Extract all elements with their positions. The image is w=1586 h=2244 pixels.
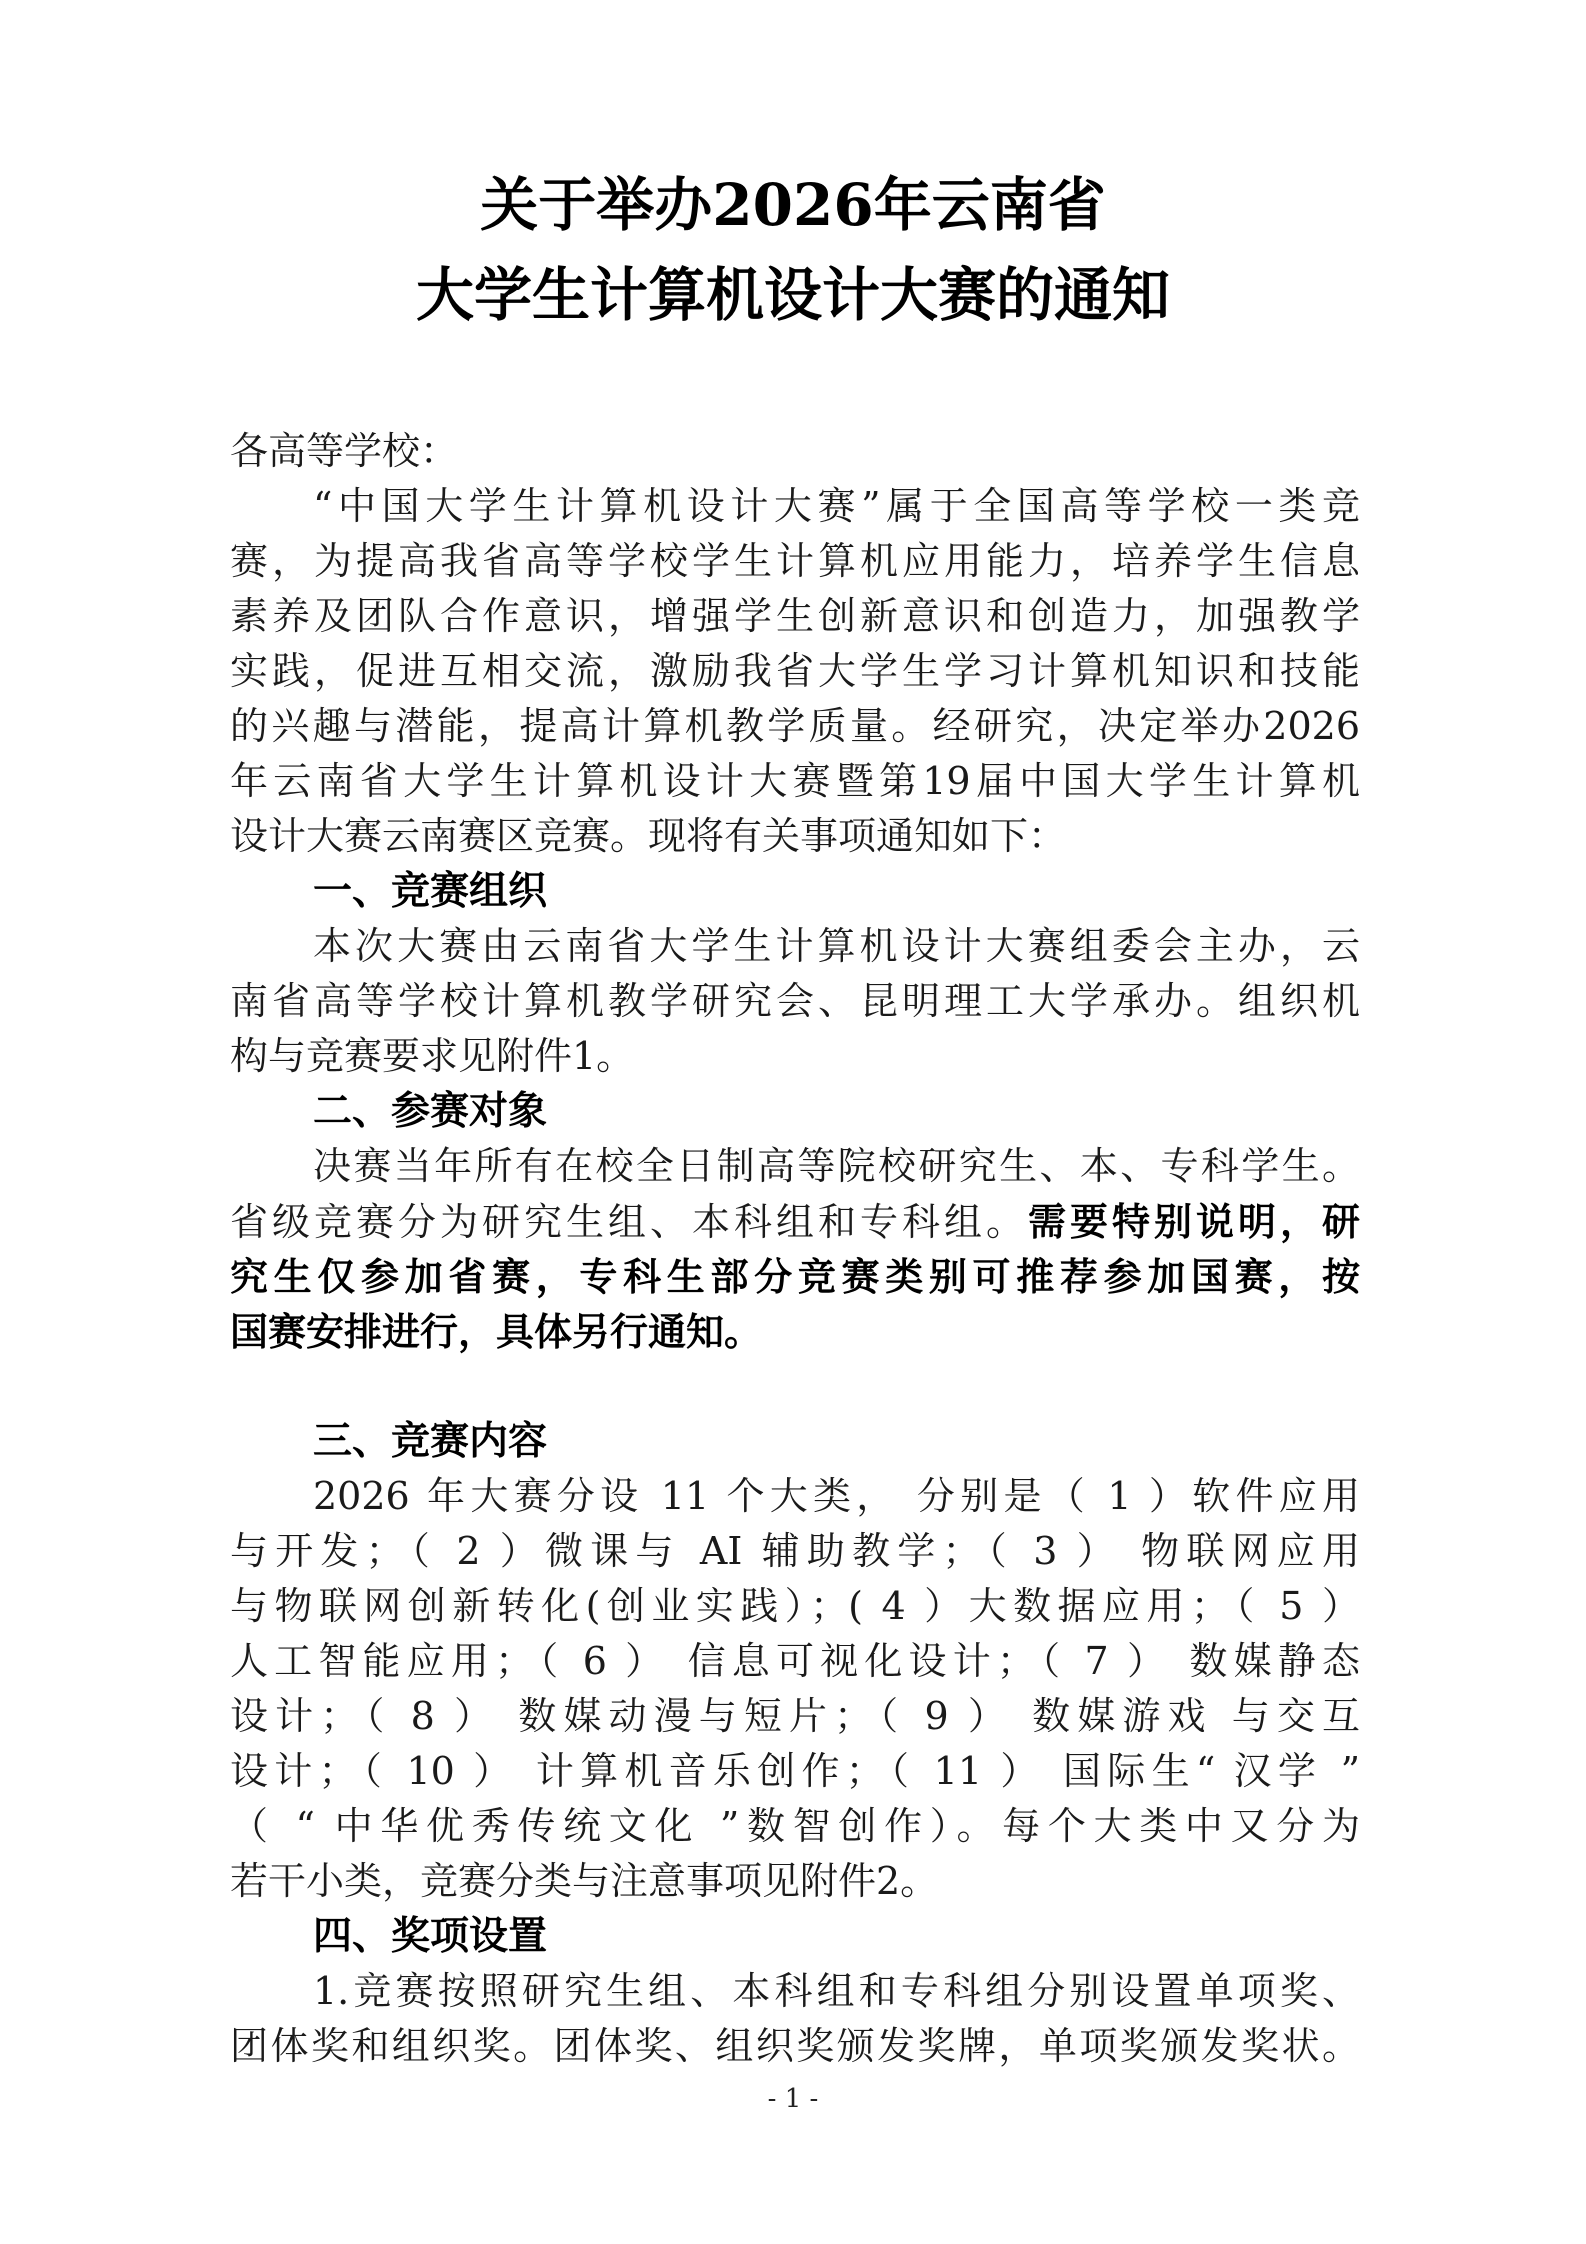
section2-bold-line: 国赛安排进行，具体另行通知。: [230, 1309, 763, 1354]
section4-line: 1.竞赛按照研究生组、本科组和专科组分别设置单项奖、: [313, 1969, 1360, 2013]
section2-bold-text: 需要特别说明，研: [1027, 1199, 1360, 1244]
section-heading-organization: 一、竞赛组织: [313, 868, 548, 914]
section-heading-participants: 二、参赛对象: [313, 1088, 548, 1134]
intro-line: 设计大赛云南赛区竞赛。现将有关事项通知如下：: [230, 814, 1067, 858]
intro-line: 实践，促进互相交流，激励我省大学生学习计算机知识和技能: [230, 649, 1360, 693]
page-number: - 1 -: [767, 2084, 819, 2114]
title-line-2: 大学生计算机设计大赛的通知: [415, 261, 1170, 329]
title-line-1: 关于举办2026年云南省: [480, 171, 1106, 239]
section3-line: 与物联网创新转化(创业实践）；( 4 ）大数据应用；（ 5 ）: [230, 1584, 1360, 1628]
intro-line: 素养及团队合作意识，增强学生创新意识和创造力，加强教学: [230, 594, 1360, 638]
section-heading-awards: 四、奖项设置: [313, 1913, 548, 1959]
section1-line: 本次大赛由云南省大学生计算机设计大赛组委会主办，云: [313, 924, 1360, 968]
section4-line: 团体奖和组织奖。团体奖、组织奖颁发奖牌，单项奖颁发奖状。: [230, 2024, 1360, 2068]
section2-line: 决赛当年所有在校全日制高等院校研究生、本、专科学生。: [313, 1144, 1360, 1188]
section3-line: 人工智能应用；（ 6 ） 信息可视化设计；（ 7 ） 数媒静态: [230, 1639, 1360, 1683]
salutation: 各高等学校：: [230, 429, 459, 473]
intro-line: 的兴趣与潜能，提高计算机教学质量。经研究，决定举办2026: [230, 704, 1360, 748]
section2-line: [230, 1194, 1360, 1249]
section2-bold-line: 究生仅参加省赛，专科生部分竞赛类别可推荐参加国赛，按: [230, 1254, 1360, 1299]
section2-normal-text: 省级竞赛分为研究生组、本科组和专科组。: [230, 1200, 1028, 1244]
section3-line: 若干小类，竞赛分类与注意事项见附件2。: [230, 1859, 939, 1903]
section1-line: 南省高等学校计算机教学研究会、昆明理工大学承办。组织机: [230, 979, 1360, 1023]
section3-line: （ “ 中华优秀传统文化 ”数智创作）。每个大类中又分为: [230, 1804, 1360, 1848]
section3-line: 2026 年大赛分设 11 个大类， 分别是（ 1 ）软件应用: [313, 1474, 1360, 1518]
intro-line: “中国大学生计算机设计大赛”属于全国高等学校一类竞: [313, 484, 1360, 528]
section3-line: 与开发；（ 2 ）微课与 AI 辅助教学；（ 3 ） 物联网应用: [230, 1529, 1360, 1573]
intro-line: 赛，为提高我省高等学校学生计算机应用能力，培养学生信息: [230, 539, 1360, 583]
section3-line: 设计；（ 8 ） 数媒动漫与短片；（ 9 ） 数媒游戏 与交互: [230, 1694, 1360, 1738]
section1-line: 构与竞赛要求见附件1。: [230, 1034, 635, 1078]
section3-line: 设计；（ 10 ） 计算机音乐创作；（ 11 ） 国际生“ 汉学 ”: [230, 1749, 1360, 1793]
intro-line: 年云南省大学生计算机设计大赛暨第19届中国大学生计算机: [230, 759, 1360, 803]
section-heading-content: 三、竞赛内容: [313, 1418, 548, 1464]
